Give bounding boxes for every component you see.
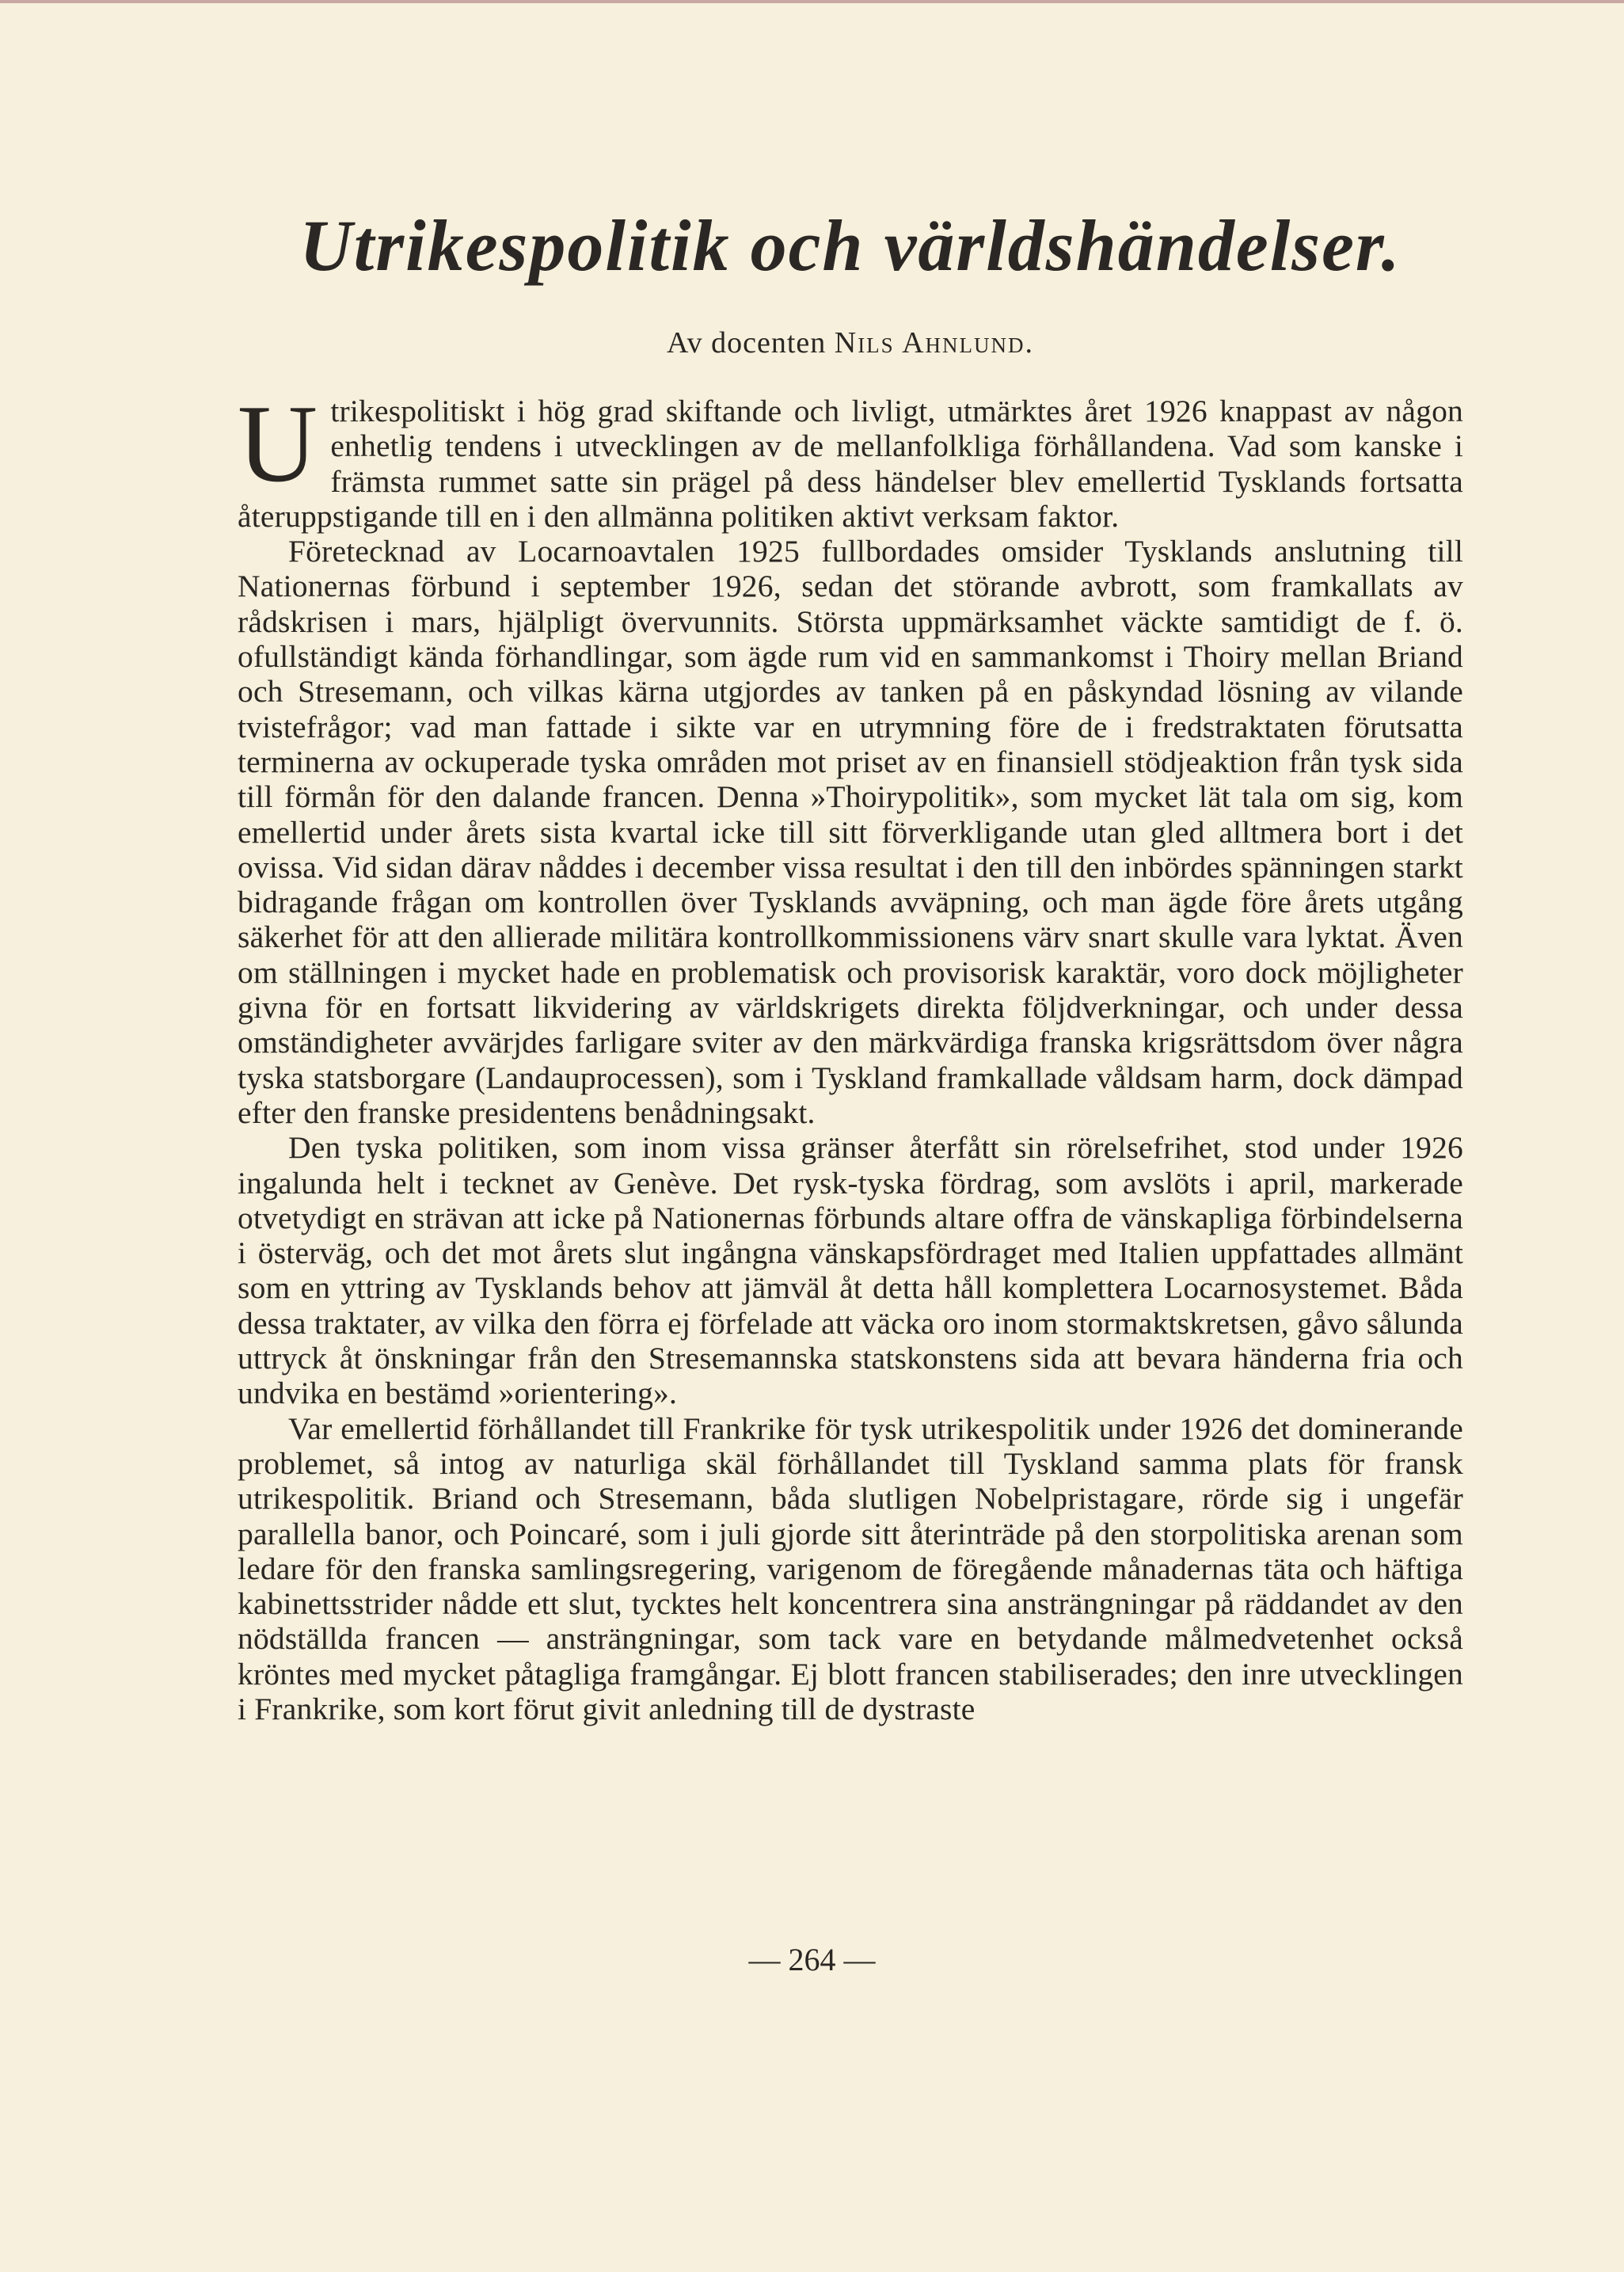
paragraph-4: Var emellertid förhållandet till Frankrike för tysk utrikespolitik under 1926 det dominerande problemet, så intog av naturliga skäl förhållandet till Tyskland samma plats för fransk utrikespolitik. Briand och Stresemann, båda slutligen Nobelpristagare, rörde sig i ungefär parallella banor, och Poincaré, som i juli gjorde sitt återinträde på den storpolitiska arenan som ledare för den franska samlingsregering, varigenom de föregående månadernas täta och häftiga kabinettsstrider nådde ett slut, tycktes helt koncentrera sina ansträngningar på räddandet av den nödställda francen — ansträngningar, som tack vare en betydande målmedvetenhet också kröntes med mycket påtagliga framgångar. Ej blott francen stabiliserades; den inre utvecklingen i Frankrike, som kort förut givit anledning till de dystraste <box>238 1410 1463 1726</box>
article-title: Utrikespolitik och världshändelser. <box>299 205 1402 286</box>
author-name: Nils Ahnlund. <box>834 326 1035 360</box>
byline-prefix: Av docenten <box>666 326 827 360</box>
paragraph-2: Företecknad av Locarnoavtalen 1925 fullbordades omsider Tysklands anslutning till Nationernas förbund i september 1926, sedan det störande avbrott, som framkallats av rådskrisen i mars, hjälpligt övervunnits. Största uppmärksamhet väckte samtidigt de f. ö. ofullständigt kända förhandlingar, som ägde rum vid en sammankomst i Thoiry mellan Briand och Stresemann, och vilkas kärna utgjordes av tanken på en påskyndad lösning av vilande tvistefrågor; vad man fattade i sikte var en utrymning före de i fredstraktaten förutsatta terminerna av ockuperade tyska områden mot priset av en finansiell stödjeaktion från tysk sida till förmån för den dalande francen. Denna »Thoirypolitik», som mycket lät tala om sig, kom emellertid under årets sista kvartal icke till sitt förverkligande utan gled alltmera bort i det ovissa. Vid sidan därav nåddes i december vissa resultat i den till den inbördes spänningen starkt bidragande frågan om kontrollen över Tysklands avväpning, och man ägde före årets utgång säkerhet för att den allierade militära kontrollkommissionens värv snart skulle vara lyktat. Även om ställningen i mycket hade en problematisk och provisorisk karaktär, voro dock möjligheter givna för en fortsatt likvidering av världskrigets direkta följdverkningar, och under dessa omständigheter avvärjdes farligare sviter av den märkvärdiga franska krigsrättsdom över några tyska statsborgare (Landauprocessen), som i Tyskland framkallade våldsam harm, dock dämpad efter den franske presidentens benådningsakt. <box>238 534 1463 1130</box>
byline <box>238 324 1463 362</box>
article-body <box>238 382 1463 1726</box>
page-number: — 264 — <box>748 1942 876 1977</box>
document-page <box>238 202 1463 1726</box>
drop-cap: U <box>238 382 318 505</box>
page-top-edge <box>0 0 1624 3</box>
first-paragraph <box>238 382 1463 534</box>
first-paragraph-text: trikespolitiskt i hög grad skiftande och livligt, utmärktes året 1926 knappast av någon enhetlig tendens i utvecklingen av de mellanfolkliga förhållandena. Vad som kanske i främsta rummet satte sin prägel på dess händelser blev emellertid Tysklands fortsatta återuppstigande till en i den allmänna politiken aktivt verksam faktor. <box>238 394 1463 534</box>
paragraph-3: Den tyska politiken, som inom vissa gränser återfått sin rörelsefrihet, stod under 1926 ingalunda helt i tecknet av Genève. Det rysk-tyska fördrag, som avslöts i april, markerade otvetydigt en strävan att icke på Nationernas förbunds altare offra de vänskapliga förbindelserna i österväg, och det mot årets slut ingångna vänskapsfördraget med Italien uppfattades allmänt som en yttring av Tysklands behov att jämväl åt detta håll komplettera Locarnosystemet. Båda dessa traktater, av vilka den förra ej förfelade att väcka oro inom stormaktskretsen, gåvo sålunda uttryck åt önskningar från den Stresemannska statskonstens sida att bevara händerna fria och undvika en bestämd »orientering». <box>238 1130 1463 1411</box>
